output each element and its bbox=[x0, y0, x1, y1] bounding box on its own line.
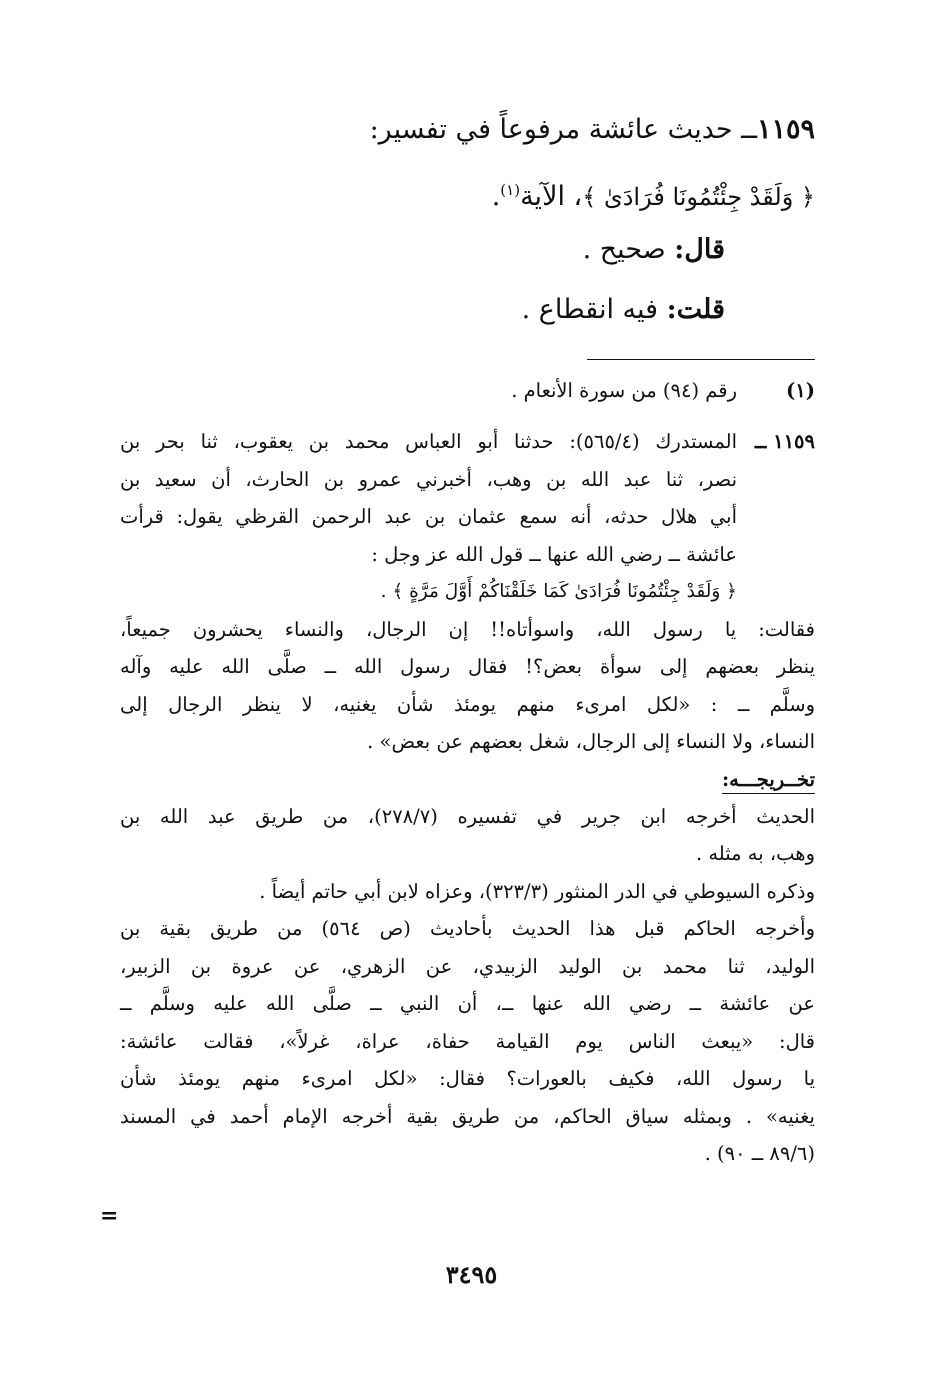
qultu-line bbox=[115, 280, 815, 340]
footnote-2-continuation bbox=[120, 611, 815, 761]
footnote-1-mark: (١) bbox=[786, 379, 815, 402]
quran-verse: ﴿ وَلَقَدْ جِئْتُمُونَا فُرَادَىٰ ﴾ bbox=[582, 183, 815, 211]
footnote-quran-verse: ﴿ وَلَقَدْ جِئْتُمُونَا فُرَادَىٰ كَمَا خَلَقْنَاكُمْ أَوَّلَ مَرَّةٍ ﴾ . bbox=[380, 581, 737, 602]
takhrij-section bbox=[120, 761, 815, 1173]
takhrij-line: الحديث أخرجه ابن جرير في تفسيره (٢٧٨/٧)، من طريق عبد الله بن bbox=[120, 804, 816, 828]
takhrij-line: وأخرجه الحاكم قبل هذا الحديث بأحاديث (ص ٥٦٤) من طريق بقية بن bbox=[120, 917, 816, 940]
takhrij-line: عن عائشة ــ رضي الله عنها ــ، أن النبي ــ صلَّى الله عليه وسلَّم ــ bbox=[120, 992, 815, 1015]
hadith-heading-line bbox=[115, 100, 815, 160]
hadith-number: ١١٥٩ bbox=[756, 114, 815, 145]
footnote-2-line: نصر، ثنا عبد الله بن وهب، أخبرني عمرو بن الحارث، أن سعيد بن bbox=[120, 467, 737, 491]
qultu-label: قلت: bbox=[666, 294, 725, 325]
qala-line bbox=[115, 220, 815, 280]
continuation-line: ينظر بعضهم إلى سوأة بعض؟! فقال رسول الله ــ صلَّى الله عليه وآله bbox=[120, 655, 815, 678]
quran-verse-line bbox=[115, 160, 815, 220]
takhrij-line: وهب، به مثله . bbox=[695, 842, 815, 865]
footnote-1 bbox=[120, 372, 815, 409]
continuation-line: فقالت: يا رسول الله، واسوأتاه!! إن الرجال، والنساء يحشرون جميعاً، bbox=[120, 617, 815, 641]
takhrij-heading: تخــريجـــه: bbox=[722, 767, 815, 794]
continuation-mark: = bbox=[100, 1203, 119, 1229]
footnote-ref: (١) bbox=[500, 181, 521, 199]
qultu-text: فيه انقطاع . bbox=[521, 294, 659, 325]
footnote-2-mark: ١١٥٩ ــ bbox=[754, 430, 815, 453]
footnote-1-text: رقم (٩٤) من سورة الأنعام . bbox=[511, 379, 737, 402]
qala-text: صحيح . bbox=[582, 234, 666, 265]
verse-line-end: . bbox=[491, 181, 501, 212]
footnote-2-line: أبي هلال حدثه، أنه سمع عثمان بن عبد الرحمن القرظي يقول: قرأت bbox=[120, 505, 737, 528]
qala-label: قال: bbox=[674, 234, 725, 265]
footnote-2-body bbox=[120, 423, 737, 611]
verse-label: ، الآية bbox=[520, 181, 583, 212]
takhrij-paragraph-2 bbox=[120, 873, 815, 1173]
continuation-line: وسلَّم ــ : «لكل امرىء منهم يومئذ شأن يغنيه، لا ينظر الرجال إلى bbox=[120, 692, 815, 716]
footnote-2-line: المستدرك (٥٦٥/٤): حدثنا أبو العباس محمد بن يعقوب، ثنا بحر بن bbox=[120, 430, 737, 453]
footnote-2-line: عائشة ــ رضي الله عنها ــ قول الله عز وجل : bbox=[371, 542, 737, 566]
takhrij-line: قال: «يبعث الناس يوم القيامة حفاة، عراة، غرلاً»، فقالت عائشة: bbox=[120, 1029, 815, 1053]
main-text bbox=[115, 100, 815, 340]
takhrij-paragraph-1 bbox=[120, 798, 815, 873]
footnote-separator bbox=[587, 359, 815, 360]
takhrij-line: يغنيه» . وبمثله سياق الحاكم، من طريق بقية أخرجه الإمام أحمد في المسند bbox=[120, 1104, 815, 1128]
hadith-heading-text: ــ حديث عائشة مرفوعاً في تفسير: bbox=[369, 114, 757, 145]
takhrij-line: (٨٩/٦ ــ ٩٠) . bbox=[704, 1142, 815, 1165]
footnotes bbox=[120, 372, 815, 1173]
takhrij-line: وذكره السيوطي في الدر المنثور (٣٢٣/٣)، وعزاه لابن أبي حاتم أيضاً . bbox=[259, 879, 815, 903]
continuation-line: النساء، ولا النساء إلى الرجال، شغل بعضهم عن بعض» . bbox=[367, 730, 815, 753]
page-number: ٣٤٩٥ bbox=[445, 1260, 498, 1289]
takhrij-line: يا رسول الله، فكيف بالعورات؟ فقال: «لكل امرىء منهم يومئذ شأن bbox=[120, 1067, 815, 1090]
takhrij-line: الوليد، ثنا محمد بن الوليد الزبيدي، عن الزهري، عن عروة بن الزبير، bbox=[120, 954, 815, 978]
footnote-2 bbox=[120, 423, 815, 611]
